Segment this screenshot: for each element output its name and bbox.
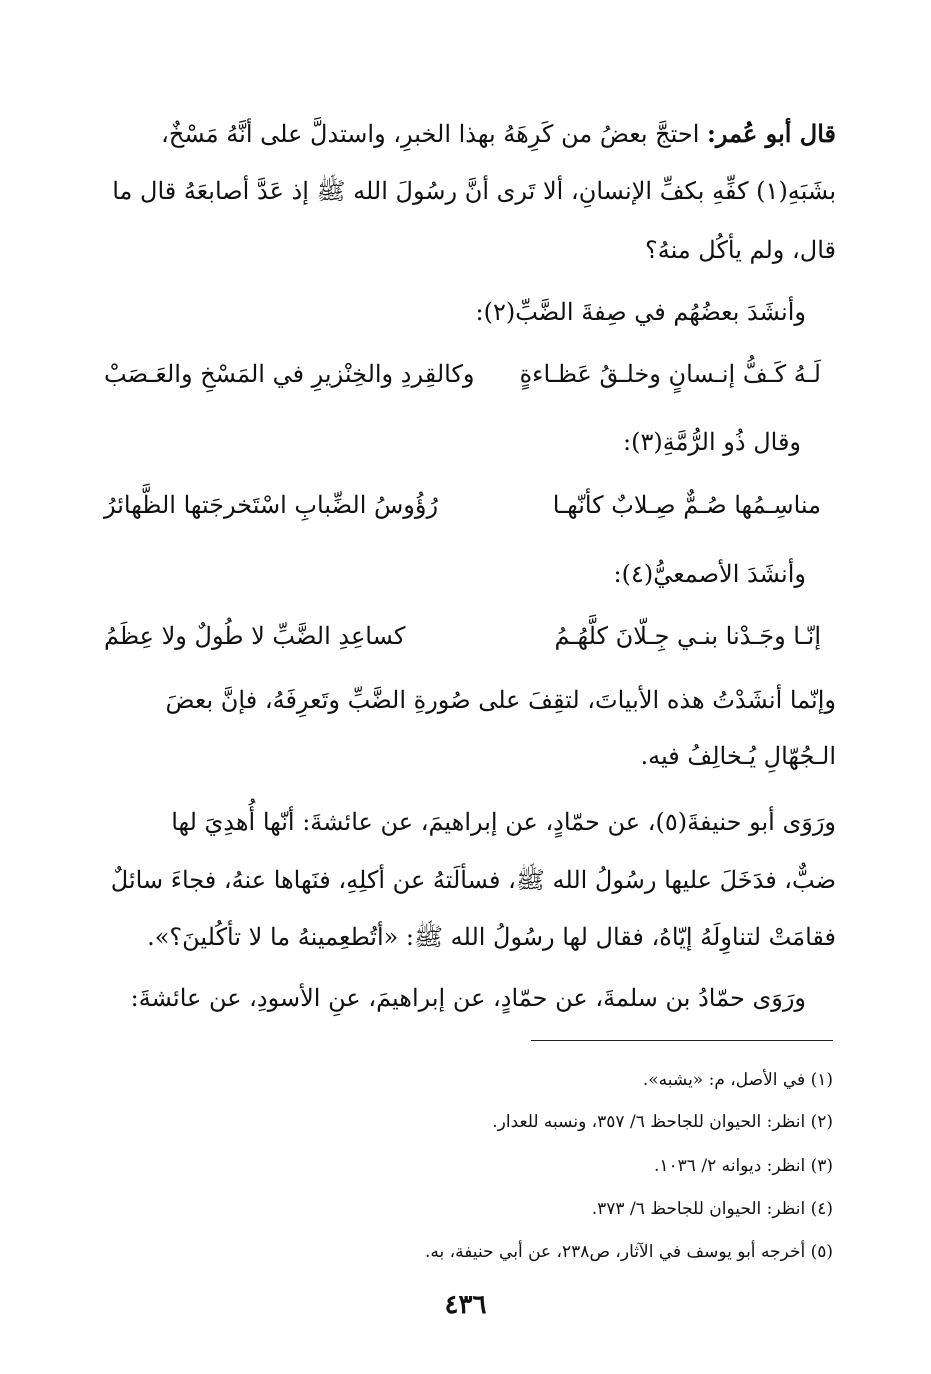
paragraph-1-line-2: بشَبَهِ(١) كفِّهِ بكفِّ الإنسانِ، ألا تَرى أنَّ رسُولَ الله ﷺ إذ عَدَّ أصابعَهُ قال ما xyxy=(112,177,836,205)
paragraph-3-line-3: فقامَتْ لتناوِلَهُ إيّاهُ، فقال لها رسُولُ الله ﷺ: «أتُطعِمينهُ ما لا تأكُلينَ؟». xyxy=(147,923,836,951)
verse-2-second-hemistich: رُؤُوسُ الضِّبابِ اسْتَخرجَتها الظَّهائرُ xyxy=(104,491,439,519)
verse-3-first-hemistich: إنّـا وجَـدْنا بنـي جِـلّانَ كلَّهُـمُ xyxy=(554,622,821,650)
verse-intro-3: وأنشَدَ الأصمعيُّ(٤): xyxy=(613,560,806,588)
footnote-5: (٥) أخرجه أبو يوسف في الآثار، ص٢٣٨، عن أبي حنيفة، به. xyxy=(425,1242,833,1262)
page-number: ٤٣٦ xyxy=(444,1290,487,1320)
verse-3-second-hemistich: كساعِدِ الضَّبِّ لا طُولٌ ولا عِظَمُ xyxy=(104,622,406,650)
paragraph-2-line-1: وإنّما أنشَدْتُ هذه الأبياتَ، لتقِفَ على صُورةِ الضَّبِّ وتَعرِفَهُ، فإنَّ بعضَ xyxy=(165,686,836,714)
verse-intro-2: وقال ذُو الرُّمَّةِ(٣): xyxy=(623,428,801,456)
footnote-1: (١) في الأصل، م: «يشبه». xyxy=(642,1070,833,1090)
footnote-separator xyxy=(531,1040,833,1041)
footnote-4: (٤) انظر: الحيوان للجاحظ ٦/ ٣٧٣. xyxy=(591,1199,833,1219)
verse-2-first-hemistich: مناسِـمُها صُـمٌّ صِـلابٌ كأنّهـا xyxy=(552,491,821,519)
paragraph-1-line-3: قال، ولم يأكُل منهُ؟ xyxy=(644,236,836,264)
verse-1-second-hemistich: وكالقِردِ والخِنْزيرِ في المَسْخِ والعَـصَبْ xyxy=(104,360,475,388)
paragraph-4-line-1: ورَوَى حمّادُ بن سلمةَ، عن حمّادٍ، عن إبراهيمَ، عنِ الأسودِ، عن عائشةَ: xyxy=(130,984,806,1012)
footnote-2: (٢) انظر: الحيوان للجاحظ ٦/ ٣٥٧، ونسبه للعدار. xyxy=(492,1112,833,1132)
paragraph-1-line-1 xyxy=(96,120,836,149)
author-attribution: قال أبو عُمر: xyxy=(707,119,836,148)
paragraph-1-line-1-text: احتجَّ بعضُ من كَرِهَهُ بهذا الخبرِ، واستدلَّ على أنَّهُ مَسْخٌ، xyxy=(161,120,700,148)
verse-intro-1: وأنشَدَ بعضُهُم في صِفةَ الضَّبِّ(٢): xyxy=(475,298,806,326)
paragraph-3-line-1: ورَوَى أبو حنيفةَ(٥)، عن حمّادٍ، عن إبراهيمَ، عن عائشةَ: أنّها أُهدِيَ لها xyxy=(171,808,836,836)
verse-1-first-hemistich: لَـهُ كَـفُّ إنـسانٍ وخلـقُ عَظـاءةٍ xyxy=(519,360,821,388)
footnote-3: (٣) انظر: ديوانه ٢/ ١٠٣٦. xyxy=(653,1156,833,1176)
paragraph-3-line-2: ضبٌّ، فدَخَلَ عليها رسُولُ الله ﷺ، فسألَتهُ عن أكلِهِ، فنَهاها عنهُ، فجاءَ سائلٌ xyxy=(110,866,836,894)
paragraph-2-line-2: الـجُهّالِ يُـخالِفُ فيه. xyxy=(640,742,836,770)
